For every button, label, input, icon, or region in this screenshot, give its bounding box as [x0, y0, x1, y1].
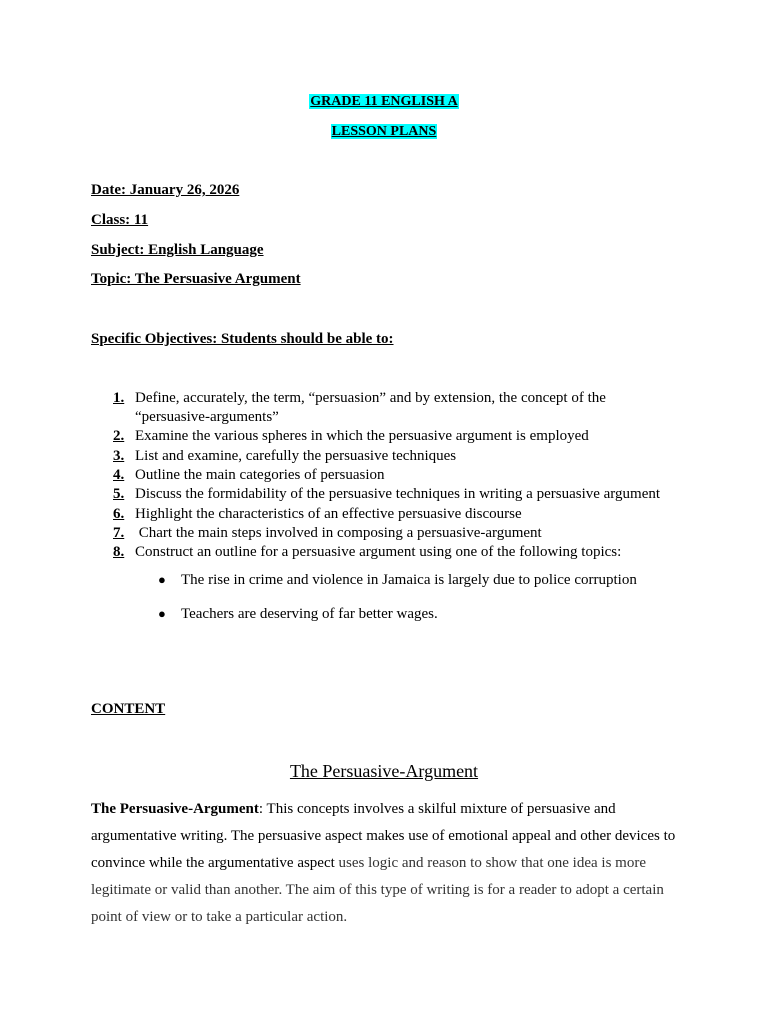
objective-number: 7.: [113, 525, 125, 541]
document-subtitle: [0, 124, 768, 140]
objective-item: [113, 506, 522, 523]
objective-number: 6.: [113, 506, 125, 522]
objective-text: Outline the main categories of persuasion: [135, 467, 385, 483]
paragraph-text-1: : This concepts involves a skilful mixture of persuasive and argumentative writing. The persuasive aspect makes use of emotional appeal and other devices to convince while the argumentative aspect: [91, 801, 676, 871]
objective-number: 2.: [113, 428, 125, 444]
topic-line: Topic: The Persuasive Argument: [91, 271, 301, 287]
objective-text: Define, accurately, the term, “persuasion” and by extension, the concept of the: [135, 390, 606, 406]
paragraph-text-2: uses logic and reason to show that one idea is more legitimate or valid than another. The aim of this type of writing is for a reader to adopt a certain point of view or to take a particular action.: [91, 855, 664, 925]
objective-number: 8.: [113, 544, 125, 560]
objective-item: [113, 525, 542, 542]
objective-item: [113, 428, 589, 445]
objective-text: Examine the various spheres in which the persuasive argument is employed: [135, 428, 589, 444]
document-title: [0, 94, 768, 110]
objective-text: Discuss the formidability of the persuasive techniques in writing a persuasive argument: [135, 486, 661, 502]
objective-item-continuation: “persuasive-arguments”: [135, 409, 279, 425]
objective-item: [113, 448, 456, 465]
date-line: Date: January 26, 2026: [91, 182, 240, 198]
objective-number: 5.: [113, 486, 125, 502]
objective-item: [113, 467, 385, 484]
objective-text: List and examine, carefully the persuasive techniques: [135, 448, 457, 464]
objective-number: 4.: [113, 467, 125, 483]
topic-bullet-item: [158, 606, 438, 623]
topic-text: The rise in crime and violence in Jamaica is largely due to police corruption: [181, 572, 637, 588]
content-heading: CONTENT: [91, 701, 166, 717]
objective-text: Highlight the characteristics of an effective persuasive discourse: [135, 506, 522, 522]
topic-text: Teachers are deserving of far better wages.: [181, 606, 438, 622]
objective-item: [113, 544, 621, 561]
definition-paragraph: [91, 796, 691, 931]
objective-text: Chart the main steps involved in composing a persuasive-argument: [135, 525, 542, 541]
bullet-dot-icon: ●: [158, 572, 166, 587]
objective-text: Construct an outline for a persuasive argument using one of the following topics:: [135, 544, 622, 560]
class-line: Class: 11: [91, 212, 149, 228]
title-line-1: GRADE 11 ENGLISH A: [310, 94, 458, 109]
objective-item: [113, 486, 660, 503]
objective-number: 3.: [113, 448, 125, 464]
subject-line: Subject: English Language: [91, 242, 264, 258]
title-line-2: LESSON PLANS: [331, 124, 437, 139]
section-title: The Persuasive-Argument: [289, 761, 479, 781]
bullet-dot-icon: ●: [158, 606, 166, 621]
topic-bullet-item: [158, 572, 637, 589]
objective-number: 1.: [113, 390, 125, 406]
defined-term: The Persuasive-Argument: [91, 801, 259, 817]
objective-item: [113, 390, 606, 407]
objectives-heading: Specific Objectives: Students should be able to:: [91, 331, 394, 347]
